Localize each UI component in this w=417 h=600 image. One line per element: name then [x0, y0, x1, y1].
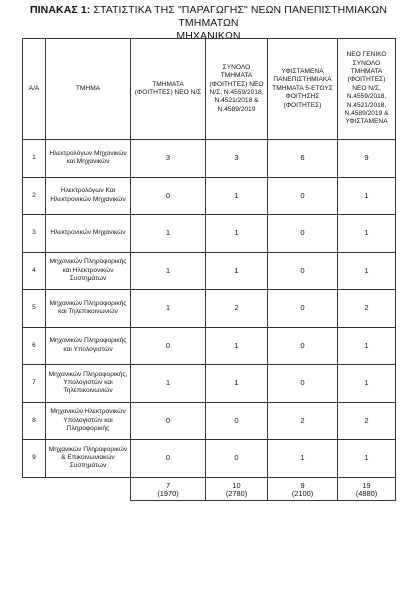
totals-total-new-count: 10 — [232, 480, 241, 490]
table-row — [23, 327, 396, 365]
totals-existing-count: 9 — [300, 480, 305, 490]
totals-blank-department — [46, 477, 131, 500]
row-aa: 8 — [23, 402, 46, 440]
row-grand-total: 1 — [338, 327, 396, 365]
row-department: Μηχανικών Πληροφορικής και Ηλεκτρονικών Συστημάτων — [46, 252, 131, 290]
row-existing: 0 — [268, 252, 338, 290]
row-new: 1 — [131, 215, 206, 253]
row-aa: 4 — [23, 252, 46, 290]
row-new: 3 — [131, 140, 206, 178]
row-aa: 2 — [23, 177, 46, 215]
row-total-new: 1 — [206, 177, 268, 215]
header-total-new-departments: ΣΥΝΟΛΟ ΤΜΗΜΑΤΑ (ΦΟΙΤΗΤΕΣ) ΝΕΟ Ν/Σ, Ν.4559/2018, Ν.4521/2018 & Ν.4589/2019 — [206, 39, 268, 140]
totals-blank-aa — [23, 477, 46, 500]
row-total-new: 0 — [206, 402, 268, 440]
table-title-line2: ΜΗΧΑΝΙΚΩΝ — [176, 30, 241, 42]
row-aa: 9 — [23, 440, 46, 478]
totals-existing — [268, 477, 338, 500]
row-existing: 0 — [268, 327, 338, 365]
table-row — [23, 402, 396, 440]
header-new-departments: ΤΜΗΜΑΤΑ (ΦΟΙΤΗΤΕΣ) ΝΕΟ Ν/Σ — [131, 39, 206, 140]
row-existing: 1 — [268, 440, 338, 478]
row-grand-total: 1 — [338, 440, 396, 478]
row-department: Μηχανικών Πληροφορικής και Τηλεπικοινωνιών — [46, 290, 131, 328]
header-department: ΤΜΗΜΑ — [46, 39, 131, 140]
totals-grand-count: 19 — [362, 480, 371, 490]
totals-row — [23, 477, 396, 500]
row-existing: 2 — [268, 402, 338, 440]
statistics-table — [22, 38, 396, 501]
row-grand-total: 9 — [338, 140, 396, 178]
header-row — [23, 39, 396, 140]
totals-total-new — [206, 477, 268, 500]
row-department: Ηλεκτρολόγων Και Ηλεκτρονικών Μηχανικών — [46, 177, 131, 215]
row-grand-total: 1 — [338, 365, 396, 403]
totals-grand-students: (4880) — [355, 489, 378, 499]
row-new: 1 — [131, 290, 206, 328]
table-row — [23, 365, 396, 403]
table-row — [23, 177, 396, 215]
row-aa: 1 — [23, 140, 46, 178]
table-title-line1: ΣΤΑΤΙΣΤΙΚΑ ΤΗΣ "ΠΑΡΑΓΩΓΗΣ" ΝΕΩΝ ΠΑΝΕΠΙΣΤΗΜΙΑΚΩΝ ΤΜΗΜΑΤΩΝ — [93, 4, 388, 29]
totals-new — [131, 477, 206, 500]
row-existing: 6 — [268, 140, 338, 178]
row-total-new: 1 — [206, 252, 268, 290]
row-department: Μηχανικών Πληροφορικής και Υπολογιστών — [46, 327, 131, 365]
row-existing: 0 — [268, 290, 338, 328]
row-total-new: 1 — [206, 365, 268, 403]
row-total-new: 3 — [206, 140, 268, 178]
header-grand-total: ΝΕΟ ΓΕΝΙΚΟ ΣΥΝΟΛΟ ΤΜΗΜΑΤΑ (ΦΟΙΤΗΤΕΣ) ΝΕΟ Ν/Σ, Ν.4559/2018, Ν.4521/2018, Ν.4589/2019 & ΥΦΙΣΤΑΜΕΝΑ — [338, 39, 396, 140]
row-grand-total: 1 — [338, 215, 396, 253]
row-aa: 7 — [23, 365, 46, 403]
row-department: Ηλεκτρονικών Μηχανικών — [46, 215, 131, 253]
row-aa: 6 — [23, 327, 46, 365]
row-new: 1 — [131, 365, 206, 403]
table-row — [23, 215, 396, 253]
row-department: Ηλεκτρολόγων Μηχανικών και Μηχανικών — [46, 140, 131, 178]
row-total-new: 2 — [206, 290, 268, 328]
totals-total-new-students: (2780) — [225, 489, 248, 499]
row-existing: 0 — [268, 177, 338, 215]
row-grand-total: 2 — [338, 402, 396, 440]
row-grand-total: 2 — [338, 290, 396, 328]
totals-grand — [338, 477, 396, 500]
table-row — [23, 290, 396, 328]
row-department: Μηχανικών Ηλεκτρονικών Υπολογιστών και Πληροφορικής — [46, 402, 131, 440]
row-new: 1 — [131, 252, 206, 290]
table-row — [23, 440, 396, 478]
row-total-new: 0 — [206, 440, 268, 478]
row-grand-total: 1 — [338, 177, 396, 215]
row-new: 0 — [131, 440, 206, 478]
table-title-label: ΠΙΝΑΚΑΣ 1: — [29, 4, 91, 16]
row-department: Μηχανικών Πληροφορικών & Επικοινωνιακών Συστημάτων — [46, 440, 131, 478]
header-aa: Α/Α — [23, 39, 46, 140]
table-row — [23, 252, 396, 290]
row-existing: 0 — [268, 365, 338, 403]
totals-new-count: 7 — [165, 480, 171, 490]
table-row — [23, 140, 396, 178]
row-department: Μηχανικών Πληροφορικής, Υπολογιστών και Τηλεπικοινωνιών — [46, 365, 131, 403]
row-grand-total: 1 — [338, 252, 396, 290]
header-existing-departments: ΥΦΙΣΤΑΜΕΝΑ ΠΑΝΕΠΙΣΤΗΜΙΑΚΑ ΤΜΗΜΑΤΑ 5-ΕΤΟΥΣ ΦΟΙΤΗΣΗΣ (ΦΟΙΤΗΤΕΣ) — [268, 39, 338, 140]
totals-new-students: (1970) — [157, 489, 179, 499]
row-existing: 0 — [268, 215, 338, 253]
row-new: 0 — [131, 177, 206, 215]
row-total-new: 1 — [206, 327, 268, 365]
row-new: 0 — [131, 402, 206, 440]
row-aa: 5 — [23, 290, 46, 328]
row-aa: 3 — [23, 215, 46, 253]
totals-existing-students: (2100) — [291, 489, 314, 499]
row-total-new: 1 — [206, 215, 268, 253]
row-new: 0 — [131, 327, 206, 365]
